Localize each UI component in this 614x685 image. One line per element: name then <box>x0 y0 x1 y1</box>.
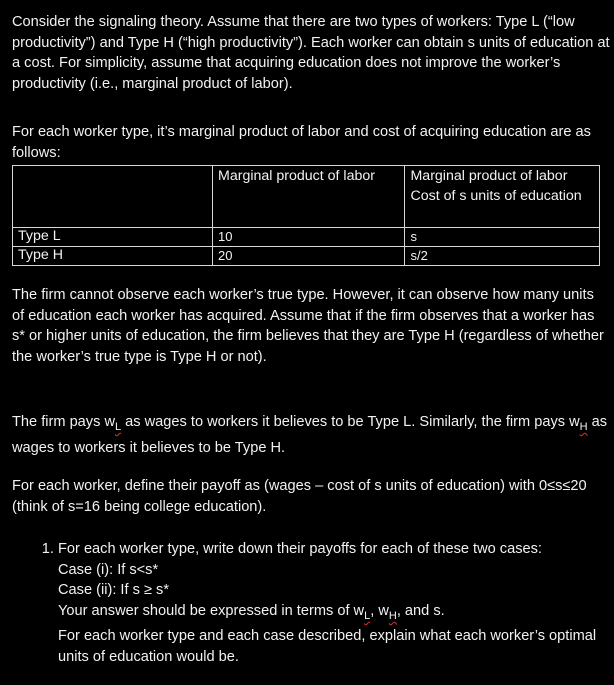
header-marginal-product: Marginal product of labor <box>213 166 405 228</box>
question-item <box>58 539 610 667</box>
table-row <box>13 228 600 247</box>
payoff-paragraph: For each worker, define their payoff as (wages – cost of s units of education) with 0≤s≤20 (think of s=16 being college education). <box>12 478 587 515</box>
table-row <box>13 247 600 266</box>
wages-paragraph <box>12 412 610 458</box>
intro-paragraph: Consider the signaling theory. Assume that there are two types of workers: Type L (“low productivity”) and Type H (“high productivity”). Each worker can obtain s units of education at a cost. For simplicity, assume that acquiring education does not improve the worker’s productivity (i.e., marginal product of labor). <box>12 14 610 92</box>
wage-h-subscript: H <box>579 420 588 433</box>
question-line-1: 1. For each worker type, write down their payoffs for each of these two cases: <box>58 541 542 557</box>
question-case-2: Case (ii): If s ≥ s* <box>58 582 169 599</box>
table-intro-paragraph: For each worker type, it’s marginal product of labor and cost of acquiring education are as follows: <box>12 124 591 161</box>
wages-text-2: as wages to workers it believes to be Type L. Similarly, the firm pays w <box>121 414 580 430</box>
row-type-l-cost: s <box>405 228 600 247</box>
question-list <box>12 539 610 667</box>
answer-text-a: Your answer should be expressed in terms of w <box>58 602 365 619</box>
header-type <box>13 166 213 228</box>
observe-paragraph: The firm cannot observe each worker’s true type. However, it can observe how many units of education each worker has acquired. Assume that if the firm observes that a worker has s* or higher units of education, the firm believes that they are Type H (regardless of whether the worker’s true type is Type H or not). <box>12 287 604 365</box>
row-type-l: Type L <box>13 228 213 247</box>
wage-l-subscript: L <box>115 420 122 433</box>
table-header-row <box>13 166 600 228</box>
row-type-h: Type H <box>13 247 213 266</box>
row-type-h-mpl: 20 <box>213 247 405 266</box>
question-explain: For each worker type and each case described, explain what each worker’s optimal units of education would be. <box>58 628 597 665</box>
answer-text-c: , and s. <box>396 602 445 619</box>
answer-wage-l-subscript: L <box>364 609 371 622</box>
answer-wage-h-subscript: H <box>388 609 397 622</box>
wages-text-3: as wages to workers it believes to be Type H. <box>12 414 608 456</box>
header-cost: Marginal product of labor Cost of s units of education <box>405 166 600 228</box>
productivity-cost-table <box>12 165 600 266</box>
question-answer-line <box>58 601 610 627</box>
question-case-1: Case (i): If s<s* <box>58 561 159 578</box>
wages-text-1: The firm pays w <box>12 414 115 430</box>
row-type-h-cost: s/2 <box>405 247 600 266</box>
answer-text-b: , w <box>370 602 389 619</box>
row-type-l-mpl: 10 <box>213 228 405 247</box>
